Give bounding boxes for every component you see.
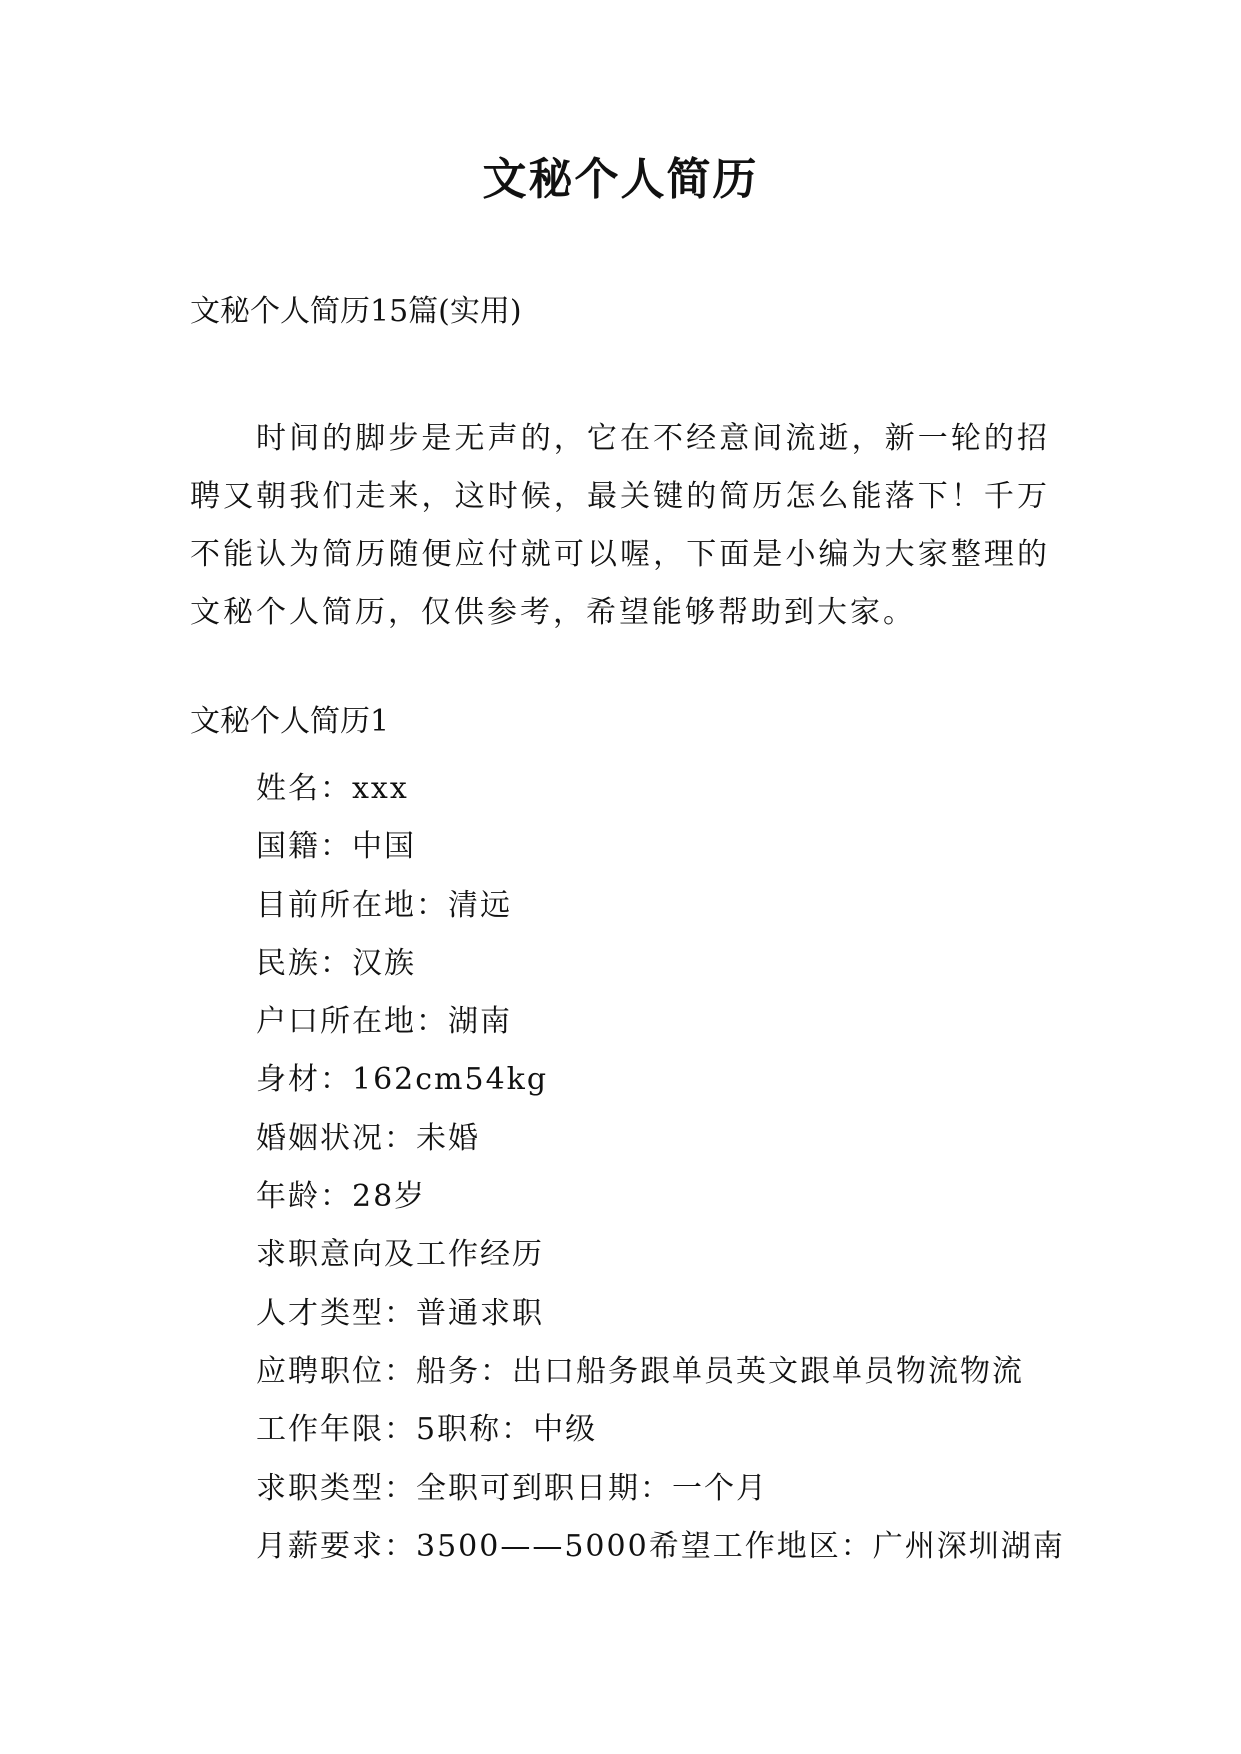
resume-field-salary: 月薪要求：3500——5000希望工作地区：广州深圳湖南 (256, 1528, 1065, 1564)
intro-paragraph: 时间的脚步是无声的，它在不经意间流逝，新一轮的招聘又朝我们走来，这时候，最关键的简历怎么能落下！千万不能认为简历随便应付就可以喔，下面是小编为大家整理的文秘个人简历，仅供参考，希望能够帮助到大家。 (190, 421, 1050, 630)
resume-field-nationality: 国籍：中国 (256, 829, 416, 865)
resume-field-list (256, 760, 1076, 1576)
resume-field-talent-type: 人才类型：普通求职 (256, 1295, 544, 1331)
resume-field-job-type: 求职类型：全职可到职日期：一个月 (256, 1470, 768, 1506)
resume-field-hukou: 户口所在地：湖南 (256, 1004, 512, 1040)
resume-field-current-location: 目前所在地：清远 (256, 887, 512, 923)
section-heading: 文秘个人简历1 (190, 704, 390, 739)
resume-field-ethnicity: 民族：汉族 (256, 945, 416, 981)
document-subtitle: 文秘个人简历15篇(实用) (190, 294, 522, 329)
resume-field-marital-status: 婚姻状况：未婚 (256, 1120, 480, 1156)
resume-field-work-years: 工作年限：5职称：中级 (256, 1412, 598, 1448)
resume-field-age: 年龄：28岁 (256, 1179, 427, 1215)
resume-field-name: 姓名：xxx (256, 771, 409, 806)
resume-field-position: 应聘职位：船务：出口船务跟单员英文跟单员物流物流 (256, 1353, 1024, 1389)
resume-field-job-intention-heading: 求职意向及工作经历 (256, 1237, 544, 1273)
document-title: 文秘个人简历 (482, 154, 759, 205)
resume-field-build: 身材：162cm54kg (256, 1062, 549, 1098)
